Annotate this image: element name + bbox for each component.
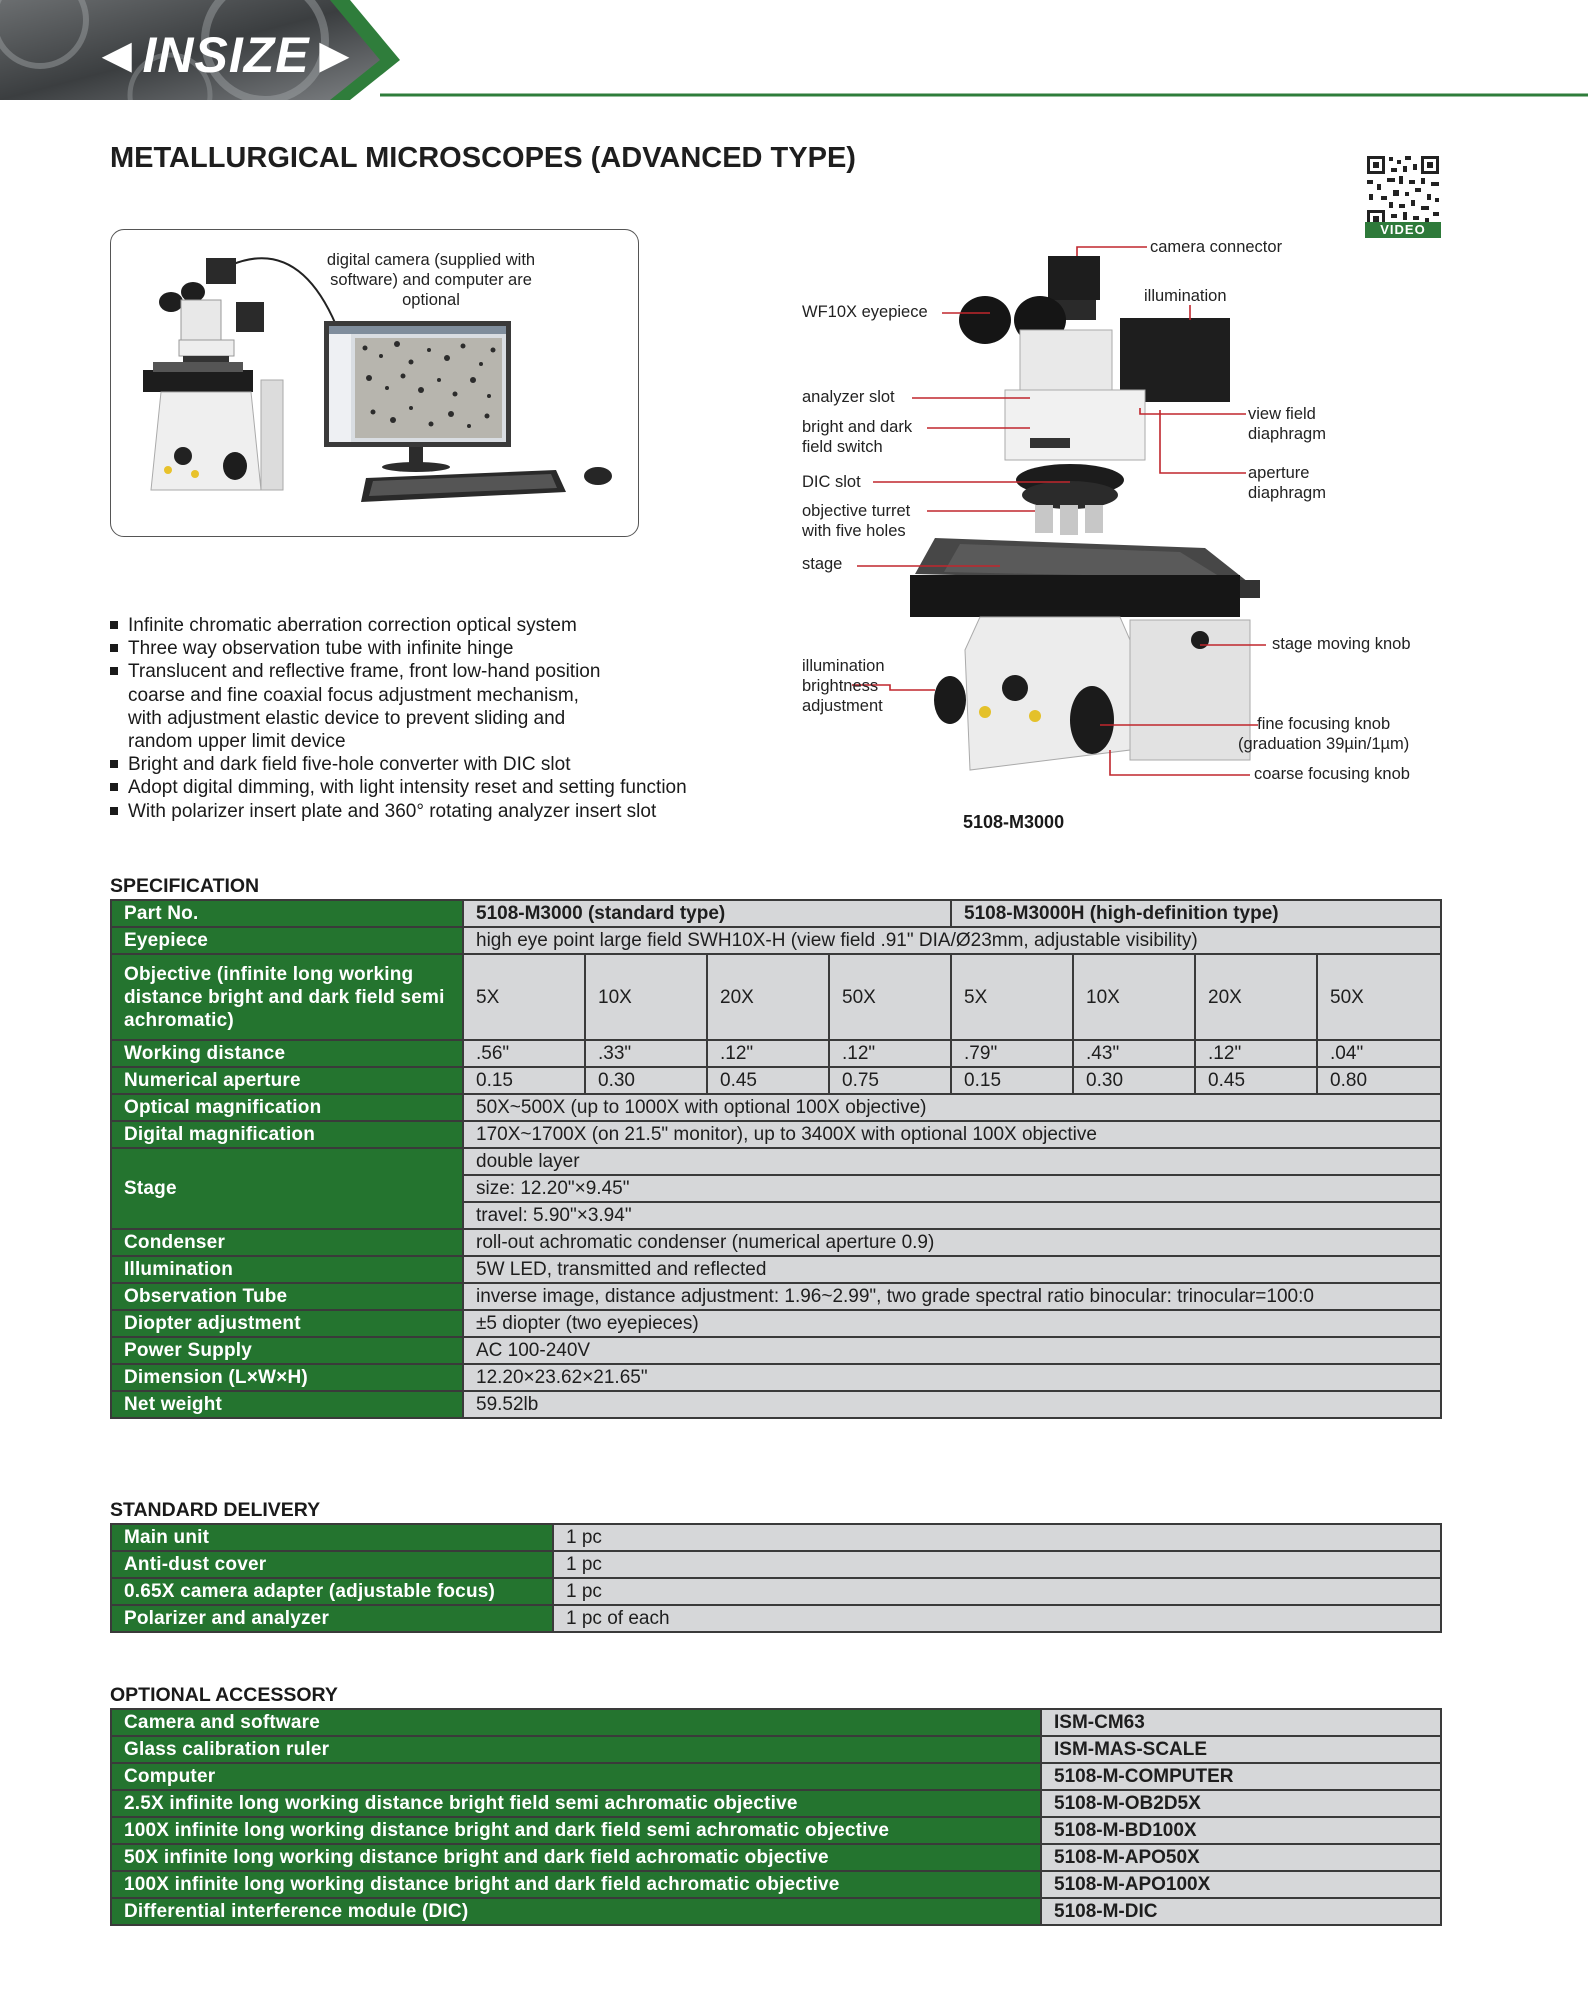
callout-line: illumination [802,657,885,675]
callout-line: (graduation 39µin/1µm) [1238,735,1410,753]
spec-value: 20X [707,954,829,1040]
accessory-code: 5108-M-OB2D5X [1041,1790,1441,1817]
spec-value: ±5 diopter (two eyepieces) [463,1310,1441,1337]
callout-stage: stage [802,555,843,573]
spec-label: Observation Tube [111,1283,463,1310]
table-row [111,1898,1441,1925]
spec-value: inverse image, distance adjustment: 1.96~2.99", two grade spectral ratio binocular: trinocular=100:0 [463,1283,1441,1310]
feature-item: Translucent and reflective frame, front low-hand position [110,660,687,683]
accessory-code: ISM-MAS-SCALE [1041,1736,1441,1763]
table-row [111,1310,1441,1337]
spec-value: 50X~500X (up to 1000X with optional 100X objective) [463,1094,1441,1121]
table-row [111,1364,1441,1391]
spec-value: 0.80 [1317,1067,1441,1094]
spec-label: Stage [111,1148,463,1229]
table-row [111,1524,1441,1551]
spec-label: Illumination [111,1256,463,1283]
table-row [111,1817,1441,1844]
feature-item-continued: coarse and fine coaxial focus adjustment mechanism, [128,684,579,706]
spec-value: .12" [707,1040,829,1067]
table-row [111,1578,1441,1605]
callout-analyzer-slot: analyzer slot [802,388,895,406]
spec-label: Eyepiece [111,927,463,954]
table-row [111,1763,1441,1790]
spec-label: Diopter adjustment [111,1310,463,1337]
model-label: 5108-M3000 [963,812,1065,832]
optional-accessory-table [110,1708,1442,1926]
delivery-qty: 1 pc [553,1578,1441,1605]
callout-aperture-diaphragm [1248,463,1326,503]
spec-label: Power Supply [111,1337,463,1364]
accessory-item: Differential interference module (DIC) [111,1898,1041,1925]
spec-value: roll-out achromatic condenser (numerical aperture 0.9) [463,1229,1441,1256]
spec-value: double layer [463,1148,1441,1175]
specification-title: SPECIFICATION [110,875,260,897]
feature-item-continued: with adjustment elastic device to prevent sliding and [128,707,566,729]
table-row [111,927,1441,954]
spec-value: 20X [1195,954,1317,1040]
panel-caption: digital camera (supplied with software) and computer are optional [326,251,536,309]
spec-value: 5108-M3000H (high-definition type) [951,900,1441,927]
spec-value: AC 100-240V [463,1337,1441,1364]
spec-value: 5X [463,954,585,1040]
page-title: METALLURGICAL MICROSCOPES (ADVANCED TYPE) [110,142,856,174]
table-row [111,1094,1441,1121]
table-row [111,1790,1441,1817]
feature-item: With polarizer insert plate and 360° rotating analyzer insert slot [110,800,687,823]
callout-objective-turret [802,501,910,541]
spec-label: Working distance [111,1040,463,1067]
table-row [111,1040,1441,1067]
callout-eyepiece: WF10X eyepiece [802,303,928,321]
callout-illumination: illumination [1144,287,1227,305]
delivery-qty: 1 pc [553,1524,1441,1551]
table-row [111,1391,1441,1418]
accessory-item: 50X infinite long working distance bright and dark field achromatic objective [111,1844,1041,1871]
spec-value: high eye point large field SWH10X-H (view field .91" DIA/Ø23mm, adjustable visibility) [463,927,1441,954]
spec-value: .04" [1317,1040,1441,1067]
table-row [111,1551,1441,1578]
feature-item: Three way observation tube with infinite hinge [110,637,687,660]
table-row [111,1736,1441,1763]
accessory-code: 5108-M-BD100X [1041,1817,1441,1844]
spec-value: .12" [1195,1040,1317,1067]
spec-label: Condenser [111,1229,463,1256]
optional-accessory-title: OPTIONAL ACCESSORY [110,1684,338,1706]
callout-line: diaphragm [1248,484,1326,502]
accessory-item: 100X infinite long working distance bright and dark field semi achromatic objective [111,1817,1041,1844]
callout-camera-connector: camera connector [1150,238,1283,256]
spec-value: 50X [829,954,951,1040]
accessory-item: 2.5X infinite long working distance bright field semi achromatic objective [111,1790,1041,1817]
accessory-item: Glass calibration ruler [111,1736,1041,1763]
feature-item: Infinite chromatic aberration correction optical system [110,614,687,637]
spec-value: 12.20×23.62×21.65" [463,1364,1441,1391]
table-row [111,1229,1441,1256]
spec-value: travel: 5.90"×3.94" [463,1202,1441,1229]
spec-label: Net weight [111,1391,463,1418]
spec-value: 0.75 [829,1067,951,1094]
callout-line: fine focusing knob [1257,715,1391,733]
table-row [111,1283,1441,1310]
spec-value: .79" [951,1040,1073,1067]
table-row [111,1256,1441,1283]
accessory-code: 5108-M-COMPUTER [1041,1763,1441,1790]
delivery-item: Polarizer and analyzer [111,1605,553,1632]
insize-logo: ◄INSIZE► [92,27,361,83]
spec-value: 170X~1700X (on 21.5" monitor), up to 3400X with optional 100X objective [463,1121,1441,1148]
spec-label: Numerical aperture [111,1067,463,1094]
callout-line: objective turret [802,502,911,520]
spec-label: Optical magnification [111,1094,463,1121]
callout-line: bright and dark [802,418,913,436]
spec-value: 59.52lb [463,1391,1441,1418]
callout-line: brightness [802,677,879,695]
callout-brightness-adjustment [802,656,885,716]
table-row [111,1067,1441,1094]
spec-value: 10X [1073,954,1195,1040]
spec-value: 5W LED, transmitted and reflected [463,1256,1441,1283]
table-row [111,1121,1441,1148]
callout-stage-moving-knob: stage moving knob [1272,635,1411,653]
accessory-code: 5108-M-APO100X [1041,1871,1441,1898]
table-row [111,1844,1441,1871]
callout-line: view field [1248,405,1316,423]
table-row [111,900,1441,927]
accessory-item: Camera and software [111,1709,1041,1736]
callout-bright-dark-switch [802,417,912,457]
feature-item: Bright and dark field five-hole converter with DIC slot [110,753,687,776]
delivery-item: Anti-dust cover [111,1551,553,1578]
accessory-item: 100X infinite long working distance bright and dark field achromatic objective [111,1871,1041,1898]
spec-label: Objective (infinite long working distance bright and dark field semi achromatic) [111,954,463,1040]
spec-value: .56" [463,1040,585,1067]
callout-fine-focusing-knob [1238,714,1409,754]
spec-value: 0.45 [707,1067,829,1094]
spec-value: .33" [585,1040,707,1067]
spec-label: Dimension (L×W×H) [111,1364,463,1391]
callout-line: diaphragm [1248,425,1326,443]
standard-delivery-table [110,1523,1442,1633]
spec-value: 0.45 [1195,1067,1317,1094]
spec-value: 0.15 [463,1067,585,1094]
table-row [111,1605,1441,1632]
callout-line: with five holes [802,522,906,540]
delivery-qty: 1 pc [553,1551,1441,1578]
qr-video-badge[interactable]: VIDEO [1365,222,1441,238]
callout-line: adjustment [802,697,883,715]
table-row [111,1709,1441,1736]
accessory-item: Computer [111,1763,1041,1790]
callout-line: field switch [802,438,883,456]
spec-value: 5X [951,954,1073,1040]
specification-table [110,899,1442,1419]
callout-coarse-focusing-knob: coarse focusing knob [1254,765,1410,783]
accessory-code: 5108-M-APO50X [1041,1844,1441,1871]
table-row [111,1148,1441,1175]
spec-label: Digital magnification [111,1121,463,1148]
spec-value: 0.30 [1073,1067,1195,1094]
callout-line: aperture [1248,464,1310,482]
spec-value: .12" [829,1040,951,1067]
spec-label: Part No. [111,900,463,927]
spec-value: 5108-M3000 (standard type) [463,900,951,927]
feature-item-continued: random upper limit device [128,731,346,753]
spec-value: 0.30 [585,1067,707,1094]
accessory-code: ISM-CM63 [1041,1709,1441,1736]
callout-dic-slot: DIC slot [802,473,861,491]
accessory-code: 5108-M-DIC [1041,1898,1441,1925]
table-row [111,954,1441,1040]
microscope-body-illustration [910,256,1260,770]
feature-item: Adopt digital dimming, with light intensity reset and setting function [110,776,687,799]
callout-view-field-diaphragm [1248,404,1326,444]
spec-value: size: 12.20"×9.45" [463,1175,1441,1202]
spec-value: .43" [1073,1040,1195,1067]
standard-delivery-title: STANDARD DELIVERY [110,1499,321,1521]
microscope-diagram [0,0,1588,830]
delivery-qty: 1 pc of each [553,1605,1441,1632]
delivery-item: Main unit [111,1524,553,1551]
spec-value: 0.15 [951,1067,1073,1094]
spec-value: 10X [585,954,707,1040]
delivery-item: 0.65X camera adapter (adjustable focus) [111,1578,553,1605]
spec-value: 50X [1317,954,1441,1040]
table-row [111,1871,1441,1898]
table-row [111,1337,1441,1364]
